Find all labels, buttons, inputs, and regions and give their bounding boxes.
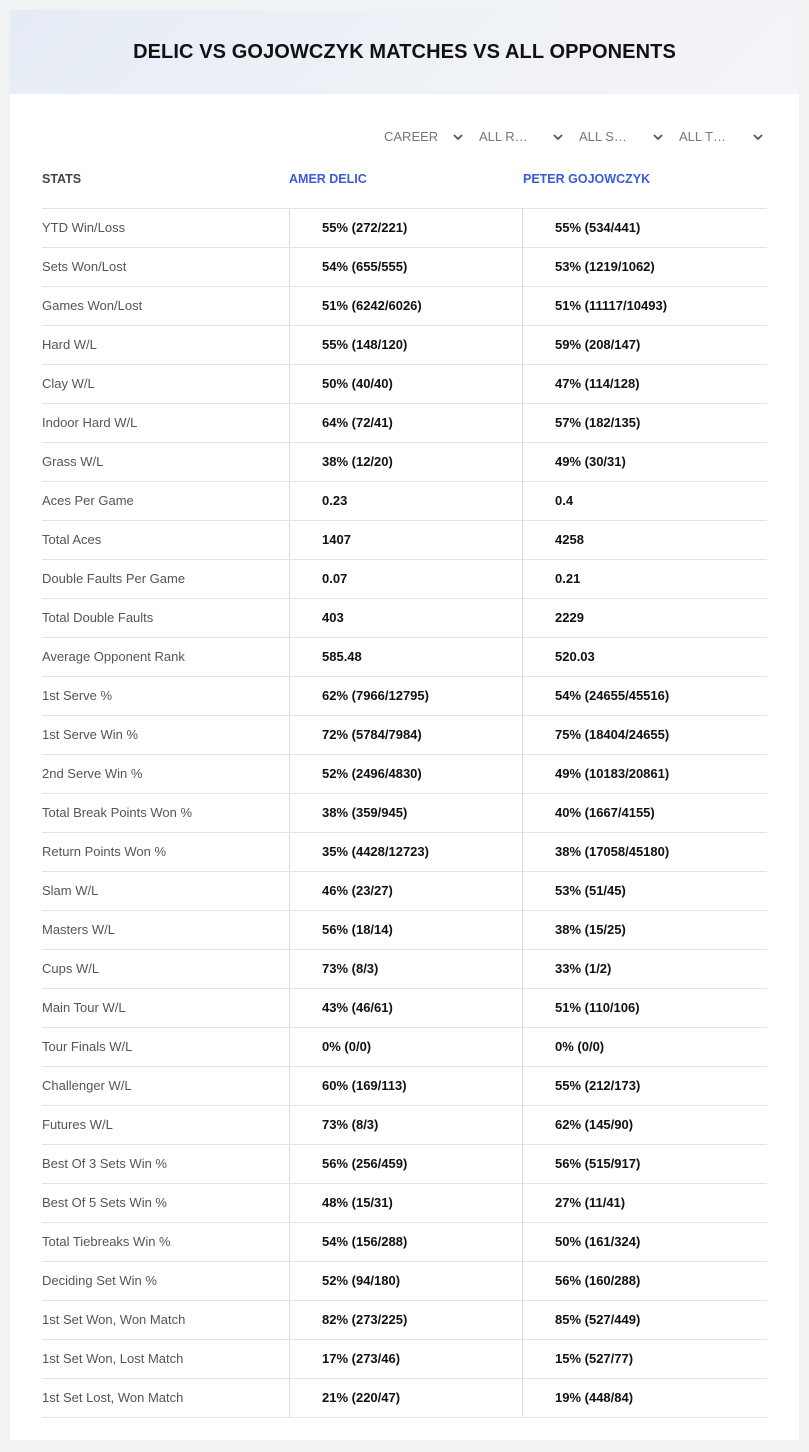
player2-stat-value: 54% (24655/45516) <box>522 677 767 715</box>
stat-label: Total Double Faults <box>42 610 154 625</box>
player1-stat-value: 82% (273/225) <box>289 1301 522 1339</box>
stat-label: Best Of 5 Sets Win % <box>42 1195 167 1210</box>
table-row <box>42 1301 767 1340</box>
player1-stat-value: 38% (12/20) <box>289 443 522 481</box>
table-row <box>42 833 767 872</box>
table-row <box>42 482 767 521</box>
player1-stat-value: 52% (2496/4830) <box>289 755 522 793</box>
stat-label: Total Break Points Won % <box>42 805 193 820</box>
filter-period-select[interactable] <box>384 127 464 147</box>
player2-stat-value: 53% (51/45) <box>522 872 767 910</box>
player2-stat-value: 50% (161/324) <box>522 1223 767 1261</box>
player1-stat-value: 62% (7966/12795) <box>289 677 522 715</box>
table-row <box>42 755 767 794</box>
table-row <box>42 326 767 365</box>
table-body <box>42 209 767 1418</box>
stat-label: 1st Set Won, Won Match <box>42 1312 186 1327</box>
stat-label: 2nd Serve Win % <box>42 766 143 781</box>
player1-stat-value: 73% (8/3) <box>289 950 522 988</box>
table-row <box>42 287 767 326</box>
player2-stat-value: 56% (515/917) <box>522 1145 767 1183</box>
chevron-down-icon <box>752 127 764 147</box>
player2-stat-value: 19% (448/84) <box>522 1379 767 1417</box>
stat-label: Games Won/Lost <box>42 298 143 313</box>
player1-stat-value: 56% (256/459) <box>289 1145 522 1183</box>
player1-stat-value: 72% (5784/7984) <box>289 716 522 754</box>
player1-stat-value: 52% (94/180) <box>289 1262 522 1300</box>
table-row <box>42 989 767 1028</box>
table-row <box>42 248 767 287</box>
player2-link[interactable]: PETER GOJOWCZYK <box>523 172 651 186</box>
stat-label: Total Tiebreaks Win % <box>42 1234 171 1249</box>
stat-label: Hard W/L <box>42 337 97 352</box>
stat-label: 1st Set Lost, Won Match <box>42 1390 184 1405</box>
player1-stat-value: 17% (273/46) <box>289 1340 522 1378</box>
player1-stat-value: 0.07 <box>289 560 522 598</box>
stats-card <box>10 10 799 1440</box>
table-row <box>42 521 767 560</box>
filter-tournament-label: ALL T… <box>679 129 726 144</box>
stat-label: Clay W/L <box>42 376 95 391</box>
player2-stat-value: 59% (208/147) <box>522 326 767 364</box>
player2-stat-value: 49% (10183/20861) <box>522 755 767 793</box>
player2-stat-value: 51% (11117/10493) <box>522 287 767 325</box>
stats-table <box>42 160 767 1418</box>
table-row <box>42 1379 767 1418</box>
player1-stat-value: 0.23 <box>289 482 522 520</box>
chevron-down-icon <box>452 127 464 147</box>
filter-surface-select[interactable] <box>579 127 664 147</box>
player2-stat-value: 40% (1667/4155) <box>522 794 767 832</box>
player2-stat-value: 55% (534/441) <box>522 209 767 247</box>
table-row <box>42 716 767 755</box>
stat-label: Tour Finals W/L <box>42 1039 133 1054</box>
stat-label: Aces Per Game <box>42 493 134 508</box>
filter-bar <box>10 127 799 147</box>
player2-stat-value: 51% (110/106) <box>522 989 767 1027</box>
table-row <box>42 560 767 599</box>
stat-label: Cups W/L <box>42 961 100 976</box>
stat-label: Indoor Hard W/L <box>42 415 138 430</box>
player2-stat-value: 47% (114/128) <box>522 365 767 403</box>
table-row <box>42 443 767 482</box>
table-row <box>42 1262 767 1301</box>
filter-round-select[interactable] <box>479 127 564 147</box>
player1-stat-value: 1407 <box>289 521 522 559</box>
stat-label: Sets Won/Lost <box>42 259 127 274</box>
player1-stat-value: 0% (0/0) <box>289 1028 522 1066</box>
player1-stat-value: 43% (46/61) <box>289 989 522 1027</box>
table-row <box>42 404 767 443</box>
table-row <box>42 794 767 833</box>
player2-stat-value: 57% (182/135) <box>522 404 767 442</box>
stat-label: Total Aces <box>42 532 102 547</box>
table-row <box>42 911 767 950</box>
table-row <box>42 950 767 989</box>
table-row <box>42 1145 767 1184</box>
player1-stat-value: 55% (148/120) <box>289 326 522 364</box>
player2-stat-value: 55% (212/173) <box>522 1067 767 1105</box>
player2-stat-value: 38% (17058/45180) <box>522 833 767 871</box>
player2-stat-value: 38% (15/25) <box>522 911 767 949</box>
stat-label: Main Tour W/L <box>42 1000 126 1015</box>
player1-stat-value: 38% (359/945) <box>289 794 522 832</box>
table-row <box>42 365 767 404</box>
player1-stat-value: 21% (220/47) <box>289 1379 522 1417</box>
player1-stat-value: 48% (15/31) <box>289 1184 522 1222</box>
player2-stat-value: 520.03 <box>522 638 767 676</box>
player2-stat-value: 56% (160/288) <box>522 1262 767 1300</box>
filter-surface-label: ALL S… <box>579 129 627 144</box>
player1-stat-value: 56% (18/14) <box>289 911 522 949</box>
stat-label: 1st Serve % <box>42 688 113 703</box>
player2-stat-value: 75% (18404/24655) <box>522 716 767 754</box>
player1-stat-value: 73% (8/3) <box>289 1106 522 1144</box>
filter-round-label: ALL R… <box>479 129 528 144</box>
stats-column-header: STATS <box>42 172 82 186</box>
player2-stat-value: 15% (527/77) <box>522 1340 767 1378</box>
chevron-down-icon <box>552 127 564 147</box>
player2-stat-value: 2229 <box>522 599 767 637</box>
filter-tournament-select[interactable] <box>679 127 764 147</box>
stat-label: Slam W/L <box>42 883 99 898</box>
stat-label: Best Of 3 Sets Win % <box>42 1156 167 1171</box>
player1-stat-value: 60% (169/113) <box>289 1067 522 1105</box>
player2-stat-value: 0% (0/0) <box>522 1028 767 1066</box>
player1-stat-value: 54% (655/555) <box>289 248 522 286</box>
table-row <box>42 1340 767 1379</box>
player2-stat-value: 53% (1219/1062) <box>522 248 767 286</box>
stat-label: Futures W/L <box>42 1117 113 1132</box>
player1-stat-value: 54% (156/288) <box>289 1223 522 1261</box>
page-header <box>10 10 799 94</box>
table-row <box>42 209 767 248</box>
player2-stat-value: 27% (11/41) <box>522 1184 767 1222</box>
table-header <box>42 160 767 209</box>
stat-label: Average Opponent Rank <box>42 649 185 664</box>
player1-stat-value: 51% (6242/6026) <box>289 287 522 325</box>
player2-stat-value: 0.21 <box>522 560 767 598</box>
player1-stat-value: 35% (4428/12723) <box>289 833 522 871</box>
chevron-down-icon <box>652 127 664 147</box>
table-row <box>42 638 767 677</box>
stat-label: Double Faults Per Game <box>42 571 186 586</box>
table-row <box>42 1223 767 1262</box>
stat-label: Return Points Won % <box>42 844 167 859</box>
stat-label: Grass W/L <box>42 454 104 469</box>
filter-period-label: CAREER <box>384 129 439 144</box>
player1-link[interactable]: AMER DELIC <box>289 172 367 186</box>
player2-stat-value: 62% (145/90) <box>522 1106 767 1144</box>
stat-label: 1st Serve Win % <box>42 727 139 742</box>
stat-label: 1st Set Won, Lost Match <box>42 1351 184 1366</box>
stat-label: YTD Win/Loss <box>42 220 126 235</box>
stat-label: Deciding Set Win % <box>42 1273 157 1288</box>
player2-stat-value: 4258 <box>522 521 767 559</box>
player2-stat-value: 49% (30/31) <box>522 443 767 481</box>
player2-stat-value: 0.4 <box>522 482 767 520</box>
table-row <box>42 1067 767 1106</box>
table-row <box>42 599 767 638</box>
stat-label: Masters W/L <box>42 922 115 937</box>
table-row <box>42 1106 767 1145</box>
player1-stat-value: 55% (272/221) <box>289 209 522 247</box>
player1-stat-value: 403 <box>289 599 522 637</box>
player1-stat-value: 46% (23/27) <box>289 872 522 910</box>
table-row <box>42 1028 767 1067</box>
player1-stat-value: 64% (72/41) <box>289 404 522 442</box>
page-title: DELIC VS GOJOWCZYK MATCHES VS ALL OPPONENTS <box>133 40 676 63</box>
player1-stat-value: 585.48 <box>289 638 522 676</box>
player2-stat-value: 33% (1/2) <box>522 950 767 988</box>
table-row <box>42 677 767 716</box>
stat-label: Challenger W/L <box>42 1078 132 1093</box>
table-row <box>42 1184 767 1223</box>
table-row <box>42 872 767 911</box>
player2-stat-value: 85% (527/449) <box>522 1301 767 1339</box>
player1-stat-value: 50% (40/40) <box>289 365 522 403</box>
